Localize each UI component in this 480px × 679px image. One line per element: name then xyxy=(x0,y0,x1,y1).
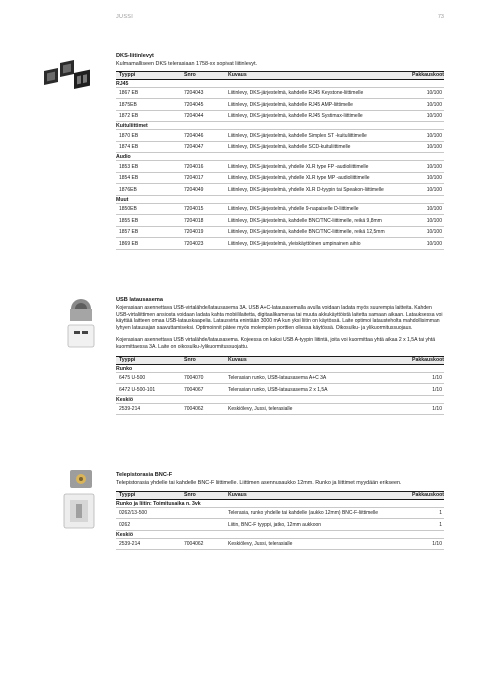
cell-desc: Liitinlevy, DKS-järjestelmä, kahdelle RJ45 Systimax-liittimelle xyxy=(228,113,363,120)
cell-type: 0262 xyxy=(119,521,131,528)
cell-desc: Telerasian runko, USB-latausasema A+C 3A xyxy=(228,375,327,382)
usb-charger-image xyxy=(62,297,100,349)
cell-type: 6472 U-500-101 xyxy=(119,386,156,393)
cell-pack: 1 xyxy=(439,510,442,517)
section-description: Kulmamalliseen DKS telerasiaan 1758-xx sopivat liitinlevyt. xyxy=(116,60,258,67)
group-heading: Keskiö xyxy=(116,396,444,404)
cell-type: 1853 EB xyxy=(119,163,139,170)
cell-desc: Liitinlevy, DKS-järjestelmä, kahdelle BNC/TNC-liittimelle, reikä 9,8mm xyxy=(228,217,382,224)
col-desc-header: Kuvaus xyxy=(228,492,247,499)
dks-table xyxy=(116,71,444,250)
cell-pack: 10/100 xyxy=(426,186,442,193)
table-row xyxy=(116,508,444,520)
cell-desc: Liitinlevy, DKS-järjestelmä, kahdelle RJ45 Keystone-liittimelle xyxy=(228,90,364,97)
cell-type: 6475 U-500 xyxy=(119,375,146,382)
cell-pack: 10/100 xyxy=(426,113,442,120)
col-pack-header: Pakkauskoot xyxy=(412,492,445,499)
table-row xyxy=(116,404,444,416)
group-heading: Kuituliittimet xyxy=(116,122,444,130)
cell-pack: 1/10 xyxy=(432,406,442,413)
cell-snro: 7204043 xyxy=(184,90,204,97)
cell-type: 1870 EB xyxy=(119,132,139,139)
cell-desc: Liitinlevy, DKS-järjestelmä, yhdelle XLR D-tyypin tai Speakon-liittimelle xyxy=(228,186,384,193)
cell-snro: 7004070 xyxy=(184,375,204,382)
table-row xyxy=(116,204,444,216)
cell-desc: Liitinlevy, DKS-järjestelmä, kahdelle RJ45 AMP-liittimelle xyxy=(228,101,353,108)
col-pack-header: Pakkauskoot xyxy=(412,357,445,364)
group-heading: Runko ja liitin: Toimitusaika n. 3vk xyxy=(116,500,444,508)
cell-desc: Telerasia, runko yhdelle tai kahdelle (aukko 12mm) BNC-F-liittimelle xyxy=(228,510,379,517)
col-snro-header: Snro xyxy=(184,72,196,79)
cell-type: 1854 EB xyxy=(119,175,139,182)
table-row xyxy=(116,184,444,196)
cell-pack: 10/100 xyxy=(426,132,442,139)
usb-table xyxy=(116,356,444,416)
cell-type: 1876EB xyxy=(119,186,137,193)
dks-connector-plates-image xyxy=(40,55,96,99)
section-paragraph: Kojerasiaan asennettava USB-virtalähde/latausasema 3A. USB A+C-latausasemalla avulla voidaan ladata myös suurempia laitteita. Kahden USB-virtaliittimen ansiosta voidaan ladata kahta mobiililaitetta, digitaalikameraa tai muuta akkukäyttöistä laitetta samaan aikaan. Latauksessa voi käyttää laitteen omaa USB-latauskaapelia. Latausvirta enintään 3000 mA kun yksi liitin on käytössä. Laite optimoi latausteholta mahdollisimman lyhyen latausajan saavuttamiseksi. Optimoinnit pätee myös molempien porttien ollessa käytössä. Oikosulku- ja ylikuormitussuojaus. xyxy=(116,305,443,331)
cell-pack: 10/100 xyxy=(426,144,442,151)
cell-snro: 7204016 xyxy=(184,163,204,170)
section-title: Telepistorasia BNC-F xyxy=(116,472,173,478)
table-row xyxy=(116,373,444,385)
cell-pack: 10/100 xyxy=(426,163,442,170)
cell-desc: Liitinlevy, DKS-järjestelmä, yhdelle XLR type MP -audioliittimelle xyxy=(228,175,370,182)
cell-type: 2539-214 xyxy=(119,406,141,413)
cell-type: 1857 EB xyxy=(119,229,139,236)
cell-snro: 7204018 xyxy=(184,217,204,224)
dks-section xyxy=(116,53,444,250)
cell-desc: Keskiölevy, Jussi, telerasialle xyxy=(228,541,293,548)
cell-snro: 7204047 xyxy=(184,144,204,151)
cell-desc: Keskiölevy, Jussi, telerasialle xyxy=(228,406,293,413)
cell-pack: 1/10 xyxy=(432,375,442,382)
cell-type: 1869 EB xyxy=(119,240,139,247)
cell-snro: 7204017 xyxy=(184,175,204,182)
cell-desc: Liitinlevy, DKS-järjestelmä, kahdelle BNC/TNC-liittimelle, reikä 12,5mm xyxy=(228,229,385,236)
cell-type: 1874 EB xyxy=(119,144,139,151)
cell-snro: 7004062 xyxy=(184,406,204,413)
cell-pack: 1/10 xyxy=(432,386,442,393)
cell-snro: 7204046 xyxy=(184,132,204,139)
cell-desc: Liitinlevy, DKS-järjestelmä, yhdelle 9-napaiselle D-liittimelle xyxy=(228,206,359,213)
cell-pack: 10/100 xyxy=(426,217,442,224)
table-row xyxy=(116,161,444,173)
col-snro-header: Snro xyxy=(184,492,196,499)
col-type-header: Tyyppi xyxy=(119,492,136,499)
cell-type: 0262/13-500 xyxy=(119,510,148,517)
cell-desc: Liitinlevy, DKS-järjestelmä, yhdelle XLR type FP -audioliittimelle xyxy=(228,163,369,170)
col-type-header: Tyyppi xyxy=(119,72,136,79)
cell-pack: 10/100 xyxy=(426,240,442,247)
section-description: Telepistorasia yhdelle tai kahdelle BNC-F liittimelle. Liittimen asennusaukko 12mm. Runko ja liittimet myydään erikseen. xyxy=(116,479,402,486)
cell-desc: Telerasian runko, USB-latausasema 2 x 1,5A xyxy=(228,386,328,393)
table-row xyxy=(116,539,444,551)
cell-pack: 10/100 xyxy=(426,101,442,108)
bnc-table xyxy=(116,491,444,551)
table-header xyxy=(116,356,444,365)
page-number: 73 xyxy=(437,14,444,20)
group-heading: Runko xyxy=(116,365,444,373)
cell-desc: Liitin, BNC-F tyyppi, jatko, 12mm aukkoon xyxy=(228,521,322,528)
cell-snro: 7204019 xyxy=(184,229,204,236)
table-row xyxy=(116,99,444,111)
bnc-outlet-image xyxy=(60,468,102,534)
cell-pack: 10/100 xyxy=(426,206,442,213)
table-row xyxy=(116,111,444,123)
cell-desc: Liitinlevy, DKS-järjestelmä, yleiskäyttöinen umpinainen aihio xyxy=(228,240,361,247)
cell-type: 1850EB xyxy=(119,206,137,213)
table-row xyxy=(116,384,444,396)
group-heading: Keskiö xyxy=(116,531,444,539)
cell-pack: 1 xyxy=(439,521,442,528)
cell-snro: 7204023 xyxy=(184,240,204,247)
table-row xyxy=(116,142,444,154)
page-header xyxy=(116,14,444,24)
col-type-header: Tyyppi xyxy=(119,357,136,364)
cell-pack: 1/10 xyxy=(432,541,442,548)
cell-snro: 7204049 xyxy=(184,186,204,193)
table-row xyxy=(116,215,444,227)
group-heading: Muut xyxy=(116,196,444,204)
bnc-section xyxy=(116,472,444,550)
table-row xyxy=(116,88,444,100)
table-row xyxy=(116,130,444,142)
cell-type: 1867 EB xyxy=(119,90,139,97)
cell-snro: 7004067 xyxy=(184,386,204,393)
cell-type: 1855 EB xyxy=(119,217,139,224)
col-snro-header: Snro xyxy=(184,357,196,364)
table-header xyxy=(116,71,444,80)
usb-section xyxy=(116,297,444,415)
cell-pack: 10/100 xyxy=(426,175,442,182)
cell-desc: Liitinlevy, DKS-järjestelmä, kahdelle Simplex ST -kuituliittimelle xyxy=(228,132,367,139)
section-title: USB latausasema xyxy=(116,297,163,303)
section-title: DKS-liitinlevyt xyxy=(116,53,154,59)
table-row xyxy=(116,227,444,239)
brand-label: JUSSI xyxy=(116,14,134,20)
group-heading: Audio xyxy=(116,153,444,161)
cell-snro: 7204044 xyxy=(184,113,204,120)
group-heading: RJ45 xyxy=(116,80,444,88)
section-paragraph: Kojerasiaan asennettava USB virtalähde/latausasema. Kojeessa on kaksi USB A-tyypin liitintä, joita voi kuormittaa yhtä aikaa 2 x 1,5A tai yhtä kuormittaessa 3A. Laite on oikosulku-/ylikuormitussuojattu. xyxy=(116,337,436,350)
col-desc-header: Kuvaus xyxy=(228,357,247,364)
table-row xyxy=(116,238,444,250)
cell-desc: Liitinlevy, DKS-järjestelmä, kahdelle SCD-kuituliittimelle xyxy=(228,144,351,151)
cell-snro: 7204015 xyxy=(184,206,204,213)
cell-type: 1875EB xyxy=(119,101,137,108)
table-row xyxy=(116,173,444,185)
cell-snro: 7204045 xyxy=(184,101,204,108)
cell-pack: 10/100 xyxy=(426,229,442,236)
col-desc-header: Kuvaus xyxy=(228,72,247,79)
cell-pack: 10/100 xyxy=(426,90,442,97)
cell-type: 1872 EB xyxy=(119,113,139,120)
table-row xyxy=(116,519,444,531)
cell-snro: 7004062 xyxy=(184,541,204,548)
table-header xyxy=(116,491,444,500)
col-pack-header: Pakkauskoot xyxy=(412,72,445,79)
cell-type: 2539-214 xyxy=(119,541,141,548)
